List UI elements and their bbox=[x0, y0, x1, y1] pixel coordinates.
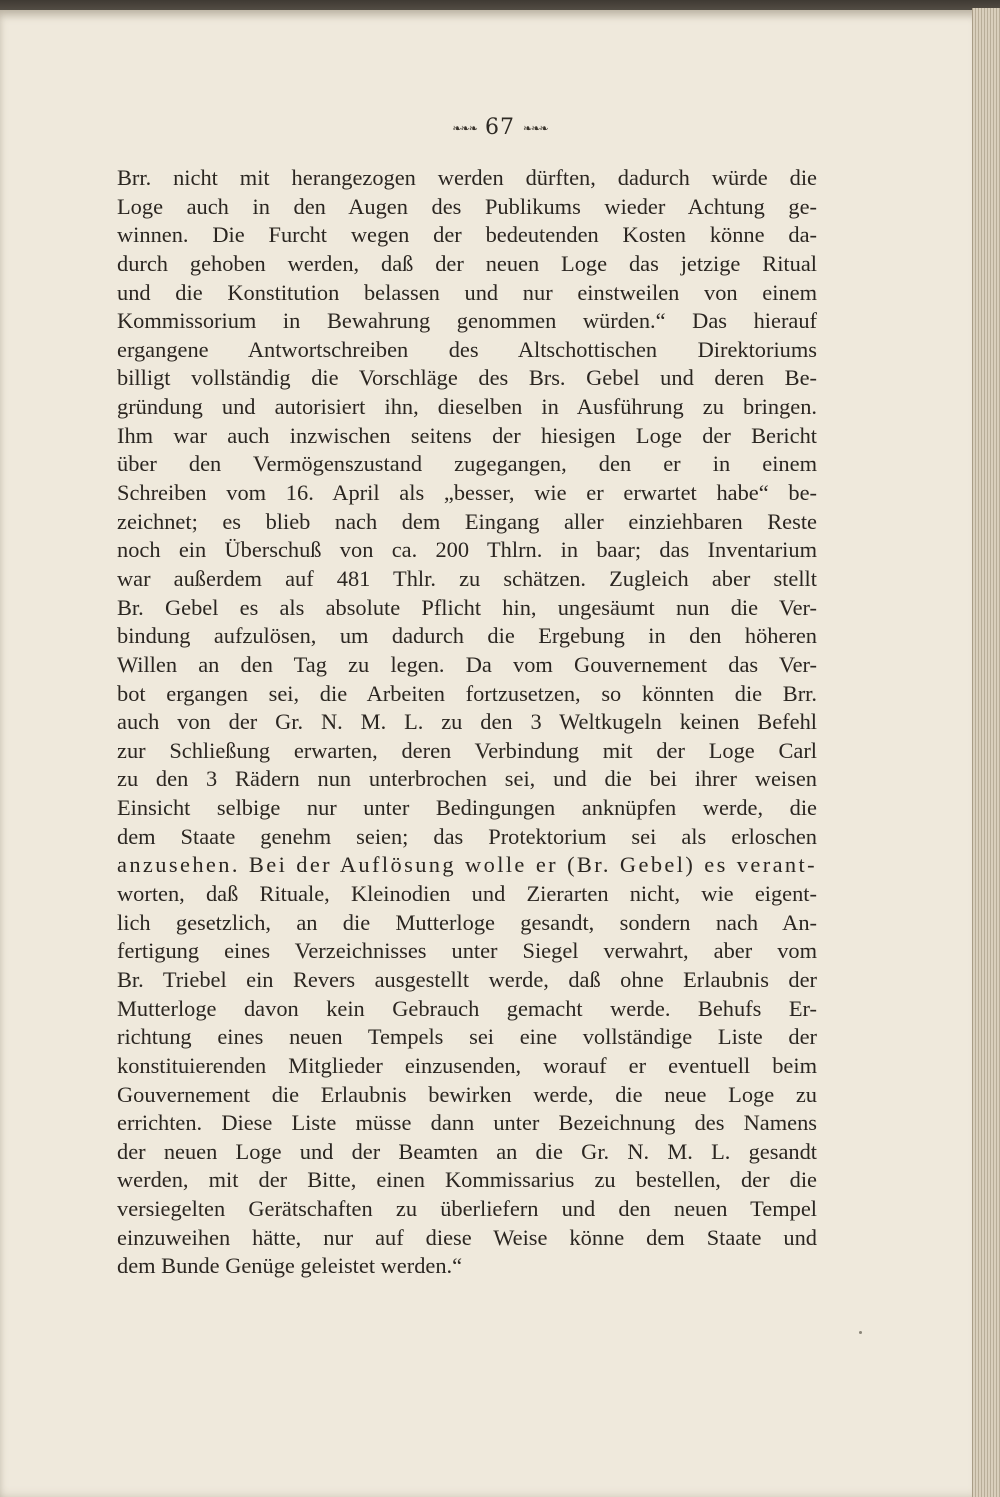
text-line: zeichnet; es blieb nach dem Eingang aller einziehbaren Reste bbox=[117, 508, 817, 534]
text-line: über den Vermögenszustand zugegangen, den er in einem bbox=[117, 451, 817, 477]
text-line: Kommissorium in Bewahrung genommen würden.“ Das hierauf bbox=[117, 308, 817, 334]
text-line: noch ein Überschuß von ca. 200 Thlrn. in baar; das Inventarium bbox=[117, 537, 817, 563]
text-line: gründung und autorisiert ihn, dieselben in Ausführung zu bringen. bbox=[117, 394, 817, 420]
text-line: anzusehen. Bei der Auflösung wolle er (Br. Gebel) es verant- bbox=[117, 852, 817, 878]
text-line: Willen an den Tag zu legen. Da vom Gouvernement das Ver- bbox=[117, 651, 817, 677]
text-line: winnen. Die Furcht wegen der bedeutenden Kosten könne da- bbox=[117, 222, 817, 248]
text-line: worten, daß Rituale, Kleinodien und Zierarten nicht, wie eigent- bbox=[117, 881, 817, 907]
text-line: ergangene Antwortschreiben des Altschottischen Direktoriums bbox=[117, 336, 817, 362]
text-line: Einsicht selbige nur unter Bedingungen anknüpfen werde, die bbox=[117, 795, 817, 821]
text-line: zur Schließung erwarten, deren Verbindung mit der Loge Carl bbox=[117, 737, 817, 763]
paper-speck bbox=[859, 1331, 862, 1334]
page-header bbox=[0, 115, 1000, 140]
text-line: Brr. nicht mit herangezogen werden dürften, dadurch würde die bbox=[117, 165, 817, 190]
text-line: Br. Triebel ein Revers ausgestellt werde, daß ohne Erlaubnis der bbox=[117, 966, 817, 992]
text-line: Mutterloge davon kein Gebrauch gemacht werde. Behufs Er- bbox=[117, 995, 817, 1021]
text-line: Schreiben vom 16. April als „besser, wie er erwartet habe“ be- bbox=[117, 480, 817, 506]
page-edges bbox=[972, 8, 1000, 1497]
text-line: Gouvernement die Erlaubnis bewirken werde, die neue Loge zu bbox=[117, 1081, 817, 1107]
text-line: auch von der Gr. N. M. L. zu den 3 Weltkugeln keinen Befehl bbox=[117, 709, 817, 735]
text-line: lich gesetzlich, an die Mutterloge gesandt, sondern nach An- bbox=[117, 909, 817, 935]
body-text bbox=[117, 164, 817, 1281]
text-line: bindung aufzulösen, um dadurch die Ergebung in den höheren bbox=[117, 623, 817, 649]
page-number: 67 bbox=[485, 115, 515, 140]
text-line: und die Konstitution belassen und nur einstweilen von einem bbox=[117, 279, 817, 305]
text-line: Loge auch in den Augen des Publikums wieder Achtung ge- bbox=[117, 193, 817, 219]
text-line: der neuen Loge und der Beamten an die Gr. N. M. L. gesandt bbox=[117, 1138, 817, 1164]
text-line: konstituierenden Mitglieder einzusenden, worauf er eventuell beim bbox=[117, 1052, 817, 1078]
text-line: Ihm war auch inzwischen seitens der hiesigen Loge der Bericht bbox=[117, 422, 817, 448]
text-line: errichten. Diese Liste müsse dann unter Bezeichnung des Namens bbox=[117, 1110, 817, 1136]
text-line: dem Staate genehm seien; das Protektorium sei als erloschen bbox=[117, 823, 817, 849]
text-line: zu den 3 Rädern nun unterbrochen sei, und die bei ihrer weisen bbox=[117, 766, 817, 792]
text-line: versiegelten Gerätschaften zu überliefern und den neuen Tempel bbox=[117, 1196, 817, 1222]
ornament-right-icon: ❧❧❧ bbox=[523, 121, 548, 135]
text-line: dem Bunde Genüge geleistet werden.“ bbox=[117, 1253, 463, 1279]
text-line: Br. Gebel es als absolute Pflicht hin, ungesäumt nun die Ver- bbox=[117, 594, 817, 620]
text-line: war außerdem auf 481 Thlr. zu schätzen. Zugleich aber stellt bbox=[117, 565, 817, 591]
text-line: durch gehoben werden, daß der neuen Loge das jetzige Ritual bbox=[117, 250, 817, 276]
text-line: bot ergangen sei, die Arbeiten fortzusetzen, so könnten die Brr. bbox=[117, 680, 817, 706]
text-line: werden, mit der Bitte, einen Kommissarius zu bestellen, der die bbox=[117, 1167, 817, 1193]
text-line: einzuweihen hätte, nur auf diese Weise könne dem Staate und bbox=[117, 1224, 817, 1250]
text-line: richtung eines neuen Tempels sei eine vollständige Liste der bbox=[117, 1024, 817, 1050]
text-line: fertigung eines Verzeichnisses unter Siegel verwahrt, aber vom bbox=[117, 938, 817, 964]
text-line: billigt vollständig die Vorschläge des Brs. Gebel und deren Be- bbox=[117, 365, 817, 391]
ornament-left-icon: ❧❧❧ bbox=[452, 121, 477, 135]
